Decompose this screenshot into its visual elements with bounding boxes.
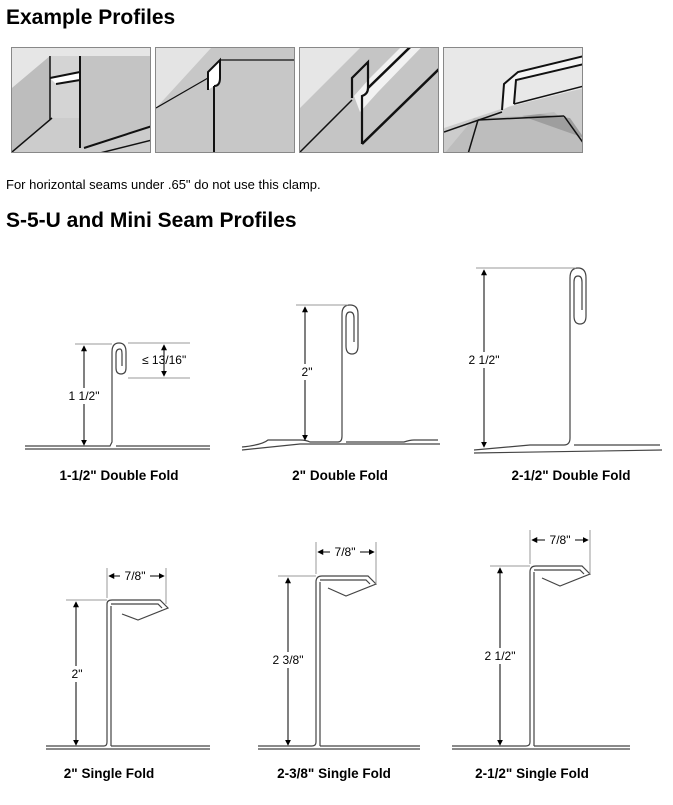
height-label-3: 2 1/2" [468,353,500,367]
height-label-6: 2 1/2" [484,649,516,663]
profile-caption-3: 2-1/2" Double Fold [511,468,631,483]
width-label-1: ≤ 13/16" [142,353,187,367]
profile-caption-5: 2-3/8" Single Fold [277,766,391,781]
profile-caption-2: 2" Double Fold [292,468,388,483]
profile-2-half-single-fold [452,566,630,749]
width-label-4: 7/8" [124,569,146,583]
s5u-profiles-title: S-5-U and Mini Seam Profiles [6,209,297,232]
width-label-5: 7/8" [334,545,356,559]
example-profiles-title: Example Profiles [6,6,176,29]
height-label-1: 1 1/2" [68,389,100,403]
horizontal-seam-note: For horizontal seams under .65" do not use this clamp. [6,177,321,192]
profile-2-double-fold [242,305,440,450]
height-label-4: 2" [71,667,83,681]
profile-caption-4: 2" Single Fold [63,766,155,781]
width-label-6: 7/8" [549,533,571,547]
profile-caption-1: 1-1/2" Double Fold [59,468,179,483]
profile-caption-6: 2-1/2" Single Fold [475,766,589,781]
height-label-5: 2 3/8" [272,653,304,667]
profile-2-half-double-fold [474,268,662,453]
height-label-2: 2" [301,365,313,379]
